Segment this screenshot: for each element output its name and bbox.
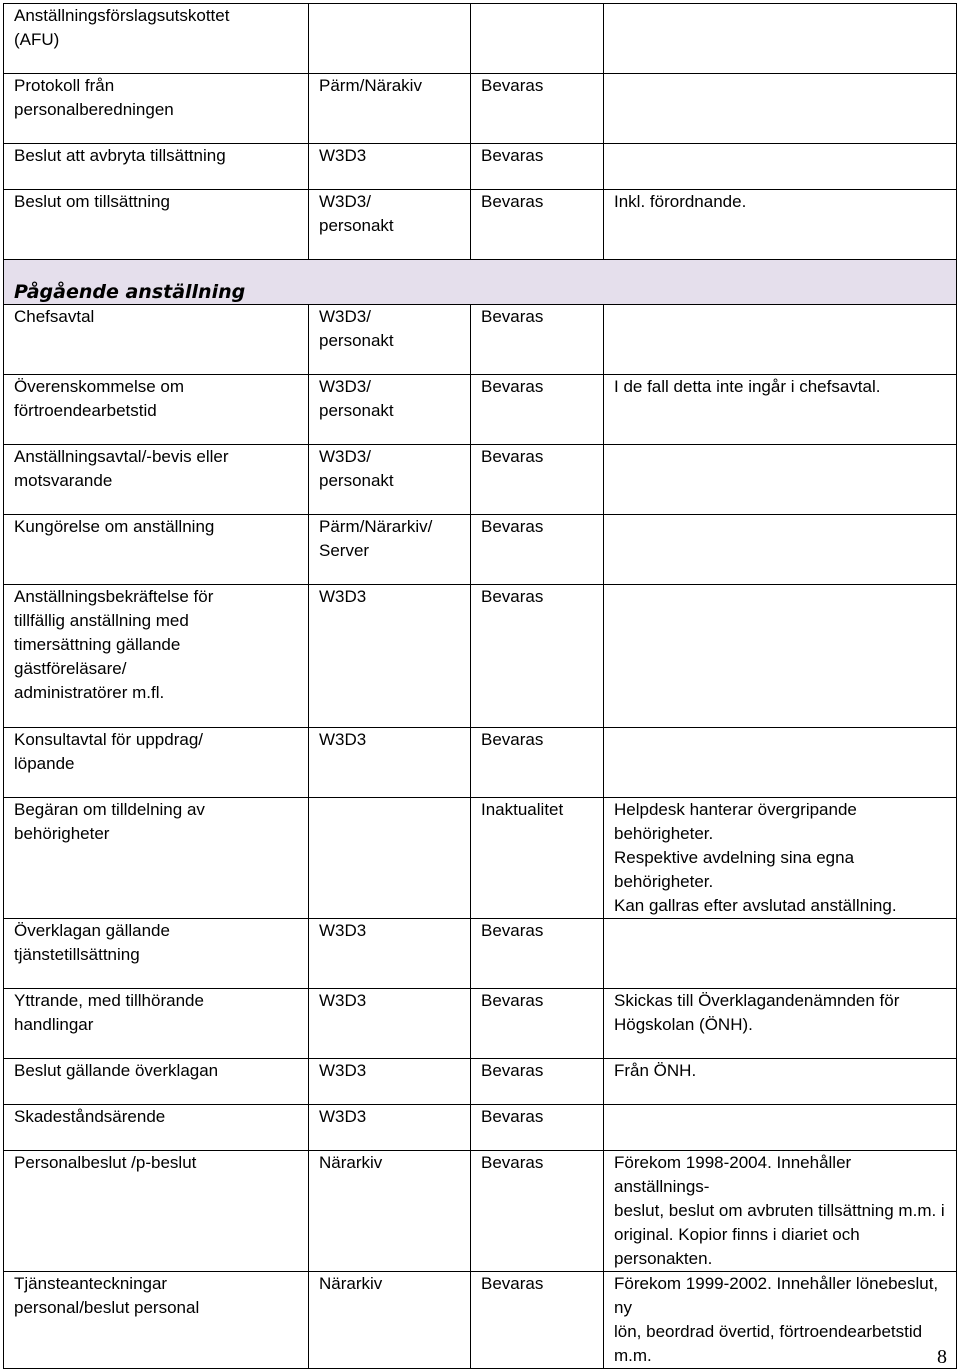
note-cell [604,919,957,989]
document-type-text: Yttrande, med tillhörande handlingar [14,991,204,1034]
note-cell [604,989,957,1059]
retention-action-text: Bevaras [481,377,544,396]
storage-location-cell [309,585,471,728]
storage-location-cell [309,919,471,989]
storage-location-text: Pärm/Närarkiv/ Server [319,517,433,560]
document-type-cell [4,1059,309,1105]
section-header-row [4,260,957,305]
retention-action-text: Bevaras [481,1061,544,1080]
storage-location-cell [309,989,471,1059]
note-cell [604,728,957,798]
retention-action-cell [471,1272,604,1369]
note-cell [604,144,957,190]
note-cell [604,798,957,919]
retention-action-text: Bevaras [481,991,544,1010]
note-text: Skickas till Överklagandenämnden för Högskolan (ÖNH). [614,991,900,1034]
storage-location-text: W3D3/ personakt [319,192,394,235]
storage-location-text: Närarkiv [319,1153,383,1172]
table-row [4,190,957,260]
retention-action-text: Bevaras [481,1274,544,1293]
page-number: 8 [937,1346,947,1368]
document-type-text: Överklagan gällande tjänstetillsättning [14,921,170,964]
retention-action-text: Inaktualitet [481,800,564,819]
storage-location-cell [309,798,471,919]
note-cell [604,190,957,260]
note-cell [604,1105,957,1151]
note-cell [604,375,957,445]
document-type-cell [4,1105,309,1151]
retention-action-cell [471,375,604,445]
note-cell [604,515,957,585]
note-cell [604,74,957,144]
note-cell [604,1059,957,1105]
document-type-cell [4,445,309,515]
document-type-text: Beslut att avbryta tillsättning [14,146,226,165]
retention-action-text: Bevaras [481,1153,544,1172]
storage-location-cell [309,1059,471,1105]
retention-action-cell [471,445,604,515]
note-cell [604,1151,957,1272]
retention-action-cell [471,190,604,260]
table-row [4,445,957,515]
document-type-text: Beslut om tillsättning [14,192,170,211]
storage-location-cell [309,728,471,798]
document-type-cell [4,919,309,989]
note-text: Från ÖNH. [614,1061,697,1080]
retention-action-cell [471,919,604,989]
storage-location-text: Närarkiv [319,1274,383,1293]
storage-location-cell [309,74,471,144]
storage-location-text: W3D3/ personakt [319,307,394,350]
table-row [4,1151,957,1272]
document-type-cell [4,190,309,260]
document-type-cell [4,989,309,1059]
storage-location-text: W3D3/ personakt [319,447,394,490]
table-row [4,515,957,585]
document-type-cell [4,4,309,74]
document-type-text: Chefsavtal [14,307,95,326]
storage-location-text: W3D3 [319,1061,367,1080]
retention-action-text: Bevaras [481,587,544,606]
retention-action-text: Bevaras [481,76,544,95]
table-row [4,585,957,728]
document-type-cell [4,305,309,375]
table-row [4,919,957,989]
note-cell [604,445,957,515]
table-row [4,74,957,144]
retention-action-cell [471,515,604,585]
note-text: Förekom 1998-2004. Innehåller anställnings- beslut, beslut om avbruten tillsättning m.m. i original. Kopior finns i diariet och personakten. [614,1153,945,1268]
storage-location-cell [309,515,471,585]
document-type-text: Beslut gällande överklagan [14,1061,219,1080]
storage-location-text: Pärm/Närakiv [319,76,422,95]
table-row [4,1059,957,1105]
storage-location-cell [309,445,471,515]
document-type-cell [4,74,309,144]
retention-action-text: Bevaras [481,517,544,536]
storage-location-text: W3D3 [319,587,367,606]
note-cell [604,585,957,728]
retention-action-text: Bevaras [481,730,544,749]
note-text: I de fall detta inte ingår i chefsavtal. [614,377,881,396]
note-text: Förekom 1999-2002. Innehåller lönebeslut, ny lön, beordrad övertid, förtroendearbetstid m.m. [614,1274,939,1365]
note-cell [604,4,957,74]
storage-location-cell [309,375,471,445]
document-type-cell [4,1272,309,1369]
storage-location-text: W3D3 [319,991,367,1010]
storage-location-text: W3D3 [319,921,367,940]
note-cell [604,305,957,375]
retention-action-cell [471,1151,604,1272]
table-row [4,144,957,190]
retention-action-cell [471,74,604,144]
storage-location-cell [309,1105,471,1151]
storage-location-cell [309,4,471,74]
document-type-text: Kungörelse om anställning [14,517,215,536]
document-type-text: Personalbeslut /p-beslut [14,1153,197,1172]
storage-location-cell [309,144,471,190]
document-type-text: Överenskommelse om förtroendearbetstid [14,377,185,420]
retention-action-cell [471,305,604,375]
retention-action-text: Bevaras [481,146,544,165]
document-type-cell [4,375,309,445]
document-type-cell [4,1151,309,1272]
note-cell [604,1272,957,1369]
document-type-cell [4,585,309,728]
retention-action-text: Bevaras [481,447,544,466]
table-row [4,989,957,1059]
document-type-cell [4,144,309,190]
table-row [4,728,957,798]
retention-action-text: Bevaras [481,1107,544,1126]
retention-action-cell [471,144,604,190]
document-type-text: Anställningsavtal/-bevis eller motsvarande [14,447,229,490]
retention-action-cell [471,989,604,1059]
section-title: Pågående anställning [14,281,246,303]
table-row [4,1105,957,1151]
note-text: Helpdesk hanterar övergripande behörigheter. Respektive avdelning sina egna behörigheter. Kan gallras efter avslutad anställning. [614,800,897,915]
document-type-cell [4,515,309,585]
note-text: Inkl. förordnande. [614,192,747,211]
section-header-cell [4,260,957,305]
storage-location-text: W3D3 [319,730,367,749]
table-row [4,798,957,919]
retention-action-cell [471,798,604,919]
document-type-text: Skadeståndsärende [14,1107,166,1126]
retention-action-cell [471,1105,604,1151]
storage-location-text: W3D3 [319,146,367,165]
table-top-rows [4,4,957,260]
storage-location-cell [309,1151,471,1272]
retention-action-text: Bevaras [481,192,544,211]
table-row [4,1272,957,1369]
table-row [4,4,957,74]
document-table [3,3,957,1369]
document-type-text: Protokoll från personalberedningen [14,76,174,119]
retention-action-cell [471,1059,604,1105]
document-type-cell [4,728,309,798]
retention-action-text: Bevaras [481,307,544,326]
retention-action-cell [471,728,604,798]
document-type-text: Tjänsteanteckningar personal/beslut personal [14,1274,200,1317]
table-row [4,305,957,375]
retention-action-cell [471,4,604,74]
retention-action-cell [471,585,604,728]
retention-action-text: Bevaras [481,921,544,940]
storage-location-text: W3D3/ personakt [319,377,394,420]
document-type-text: Begäran om tilldelning av behörigheter [14,800,205,843]
storage-location-cell [309,1272,471,1369]
storage-location-cell [309,190,471,260]
storage-location-text: W3D3 [319,1107,367,1126]
document-type-text: Anställningsförslagsutskottet (AFU) [14,6,230,49]
document-type-cell [4,798,309,919]
table-section [4,260,957,1369]
table-row [4,375,957,445]
document-type-text: Konsultavtal för uppdrag/ löpande [14,730,204,773]
document-type-text: Anställningsbekräftelse för tillfällig anställning med timersättning gällande gästföreläsare/ administratörer m.fl. [14,587,214,702]
storage-location-cell [309,305,471,375]
